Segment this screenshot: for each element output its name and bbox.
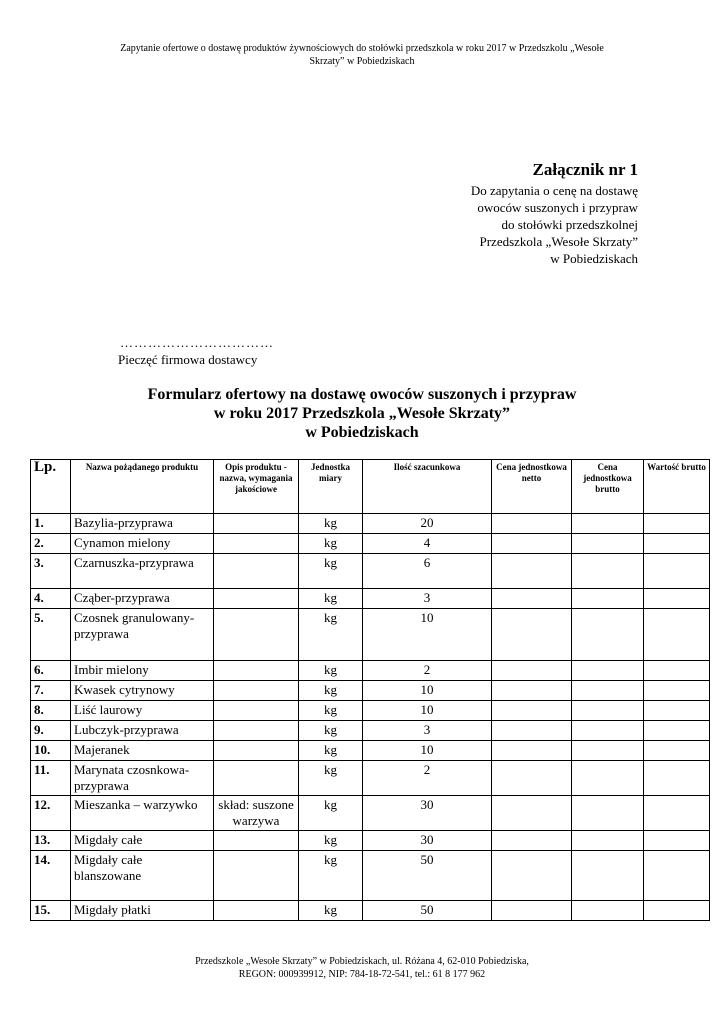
- row-gross-value[interactable]: [644, 851, 710, 901]
- table-row: [31, 761, 710, 796]
- row-gross-price[interactable]: [572, 701, 644, 721]
- document-header: [60, 42, 664, 68]
- row-net-price[interactable]: [492, 514, 572, 534]
- row-quantity: 10: [363, 701, 492, 721]
- row-gross-value[interactable]: [644, 609, 710, 661]
- row-lp: 8.: [31, 701, 71, 721]
- header-lp: Lp.: [31, 460, 71, 514]
- row-product-name: Bazylia-przyprawa: [71, 514, 214, 534]
- row-quantity: 3: [363, 721, 492, 741]
- row-gross-price[interactable]: [572, 851, 644, 901]
- row-product-name: Czarnuszka-przyprawa: [71, 554, 214, 589]
- row-product-name: Cząber-przyprawa: [71, 589, 214, 609]
- row-unit: kg: [299, 761, 363, 796]
- row-quantity: 2: [363, 761, 492, 796]
- row-unit: kg: [299, 554, 363, 589]
- row-gross-value[interactable]: [644, 554, 710, 589]
- row-gross-price[interactable]: [572, 514, 644, 534]
- row-net-price[interactable]: [492, 741, 572, 761]
- annex-line: do stołówki przedszkolnej: [501, 217, 638, 232]
- row-gross-price[interactable]: [572, 741, 644, 761]
- form-title-line-3: w Pobiedziskach: [305, 424, 419, 441]
- row-unit: kg: [299, 609, 363, 661]
- stamp-label: Pieczęć firmowa dostawcy: [118, 352, 258, 367]
- annex-title: Załącznik nr 1: [532, 160, 638, 179]
- company-stamp-area: [118, 334, 274, 368]
- table-row: [31, 831, 710, 851]
- row-product-name: Cynamon mielony: [71, 534, 214, 554]
- row-quantity: 4: [363, 534, 492, 554]
- row-gross-value[interactable]: [644, 701, 710, 721]
- table-header-row: [31, 460, 710, 514]
- row-description[interactable]: [214, 721, 299, 741]
- table-row: [31, 721, 710, 741]
- row-lp: 15.: [31, 901, 71, 921]
- annex-line: Do zapytania o cenę na dostawę: [470, 183, 638, 198]
- row-product-name: Majeranek: [71, 741, 214, 761]
- row-net-price[interactable]: [492, 554, 572, 589]
- row-net-price[interactable]: [492, 534, 572, 554]
- annex-line: Przedszkola „Wesołe Skrzaty”: [479, 234, 638, 249]
- row-lp: 14.: [31, 851, 71, 901]
- row-gross-price[interactable]: [572, 901, 644, 921]
- row-quantity: 6: [363, 554, 492, 589]
- table-row: [31, 589, 710, 609]
- footer-line-1: Przedszkole „Wesołe Skrzaty” w Pobiedziskach, ul. Różana 4, 62-010 Pobiedziska,: [195, 956, 529, 967]
- row-product-name: Migdały całe blanszowane: [71, 851, 214, 901]
- row-quantity: 3: [363, 589, 492, 609]
- stamp-dots: ……………………………: [120, 335, 274, 350]
- row-description[interactable]: [214, 534, 299, 554]
- row-product-name: Imbir mielony: [71, 661, 214, 681]
- row-unit: kg: [299, 741, 363, 761]
- row-lp: 1.: [31, 514, 71, 534]
- table-row: [31, 681, 710, 701]
- table-row: [31, 796, 710, 831]
- row-net-price[interactable]: [492, 851, 572, 901]
- header-gross-price: Cena jednostkowa brutto: [572, 460, 644, 514]
- row-gross-value[interactable]: [644, 761, 710, 796]
- row-unit: kg: [299, 901, 363, 921]
- row-lp: 11.: [31, 761, 71, 796]
- header-product-description: Opis produktu - nazwa, wymagania jakościowe: [214, 460, 299, 514]
- row-lp: 7.: [31, 681, 71, 701]
- footer-line-2: REGON: 000939912, NIP: 784-18-72-541, tel.: 61 8 177 962: [238, 969, 486, 980]
- header-gross-value: Wartość brutto: [644, 460, 710, 514]
- header-product-name: Nazwa pożądanego produktu: [71, 460, 214, 514]
- form-title-line-1: Formularz ofertowy na dostawę owoców suszonych i przypraw: [147, 386, 577, 403]
- row-description[interactable]: [214, 514, 299, 534]
- row-lp: 9.: [31, 721, 71, 741]
- row-product-name: Czosnek granulowany-przyprawa: [71, 609, 214, 661]
- row-product-name: Liść laurowy: [71, 701, 214, 721]
- row-net-price[interactable]: [492, 589, 572, 609]
- table-row: [31, 851, 710, 901]
- header-quantity: Ilość szacunkowa: [363, 460, 492, 514]
- row-net-price[interactable]: [492, 721, 572, 741]
- row-unit: kg: [299, 851, 363, 901]
- row-net-price[interactable]: [492, 609, 572, 661]
- row-unit: kg: [299, 796, 363, 831]
- table-row: [31, 901, 710, 921]
- row-description[interactable]: [214, 661, 299, 681]
- table-row: [31, 534, 710, 554]
- row-net-price[interactable]: [492, 681, 572, 701]
- row-product-name: Migdały całe: [71, 831, 214, 851]
- table-row: [31, 609, 710, 661]
- row-net-price[interactable]: [492, 661, 572, 681]
- row-description[interactable]: [214, 609, 299, 661]
- row-product-name: Kwasek cytrynowy: [71, 681, 214, 701]
- table-row: [31, 741, 710, 761]
- row-net-price[interactable]: [492, 901, 572, 921]
- row-gross-value[interactable]: [644, 661, 710, 681]
- row-description[interactable]: [214, 701, 299, 721]
- row-gross-value[interactable]: [644, 534, 710, 554]
- row-lp: 10.: [31, 741, 71, 761]
- document-footer: [0, 955, 724, 981]
- row-gross-price[interactable]: [572, 681, 644, 701]
- row-description[interactable]: [214, 554, 299, 589]
- row-unit: kg: [299, 661, 363, 681]
- row-description[interactable]: [214, 851, 299, 901]
- annex-line: w Pobiedziskach: [550, 251, 638, 266]
- offer-table: [30, 459, 710, 921]
- row-gross-price[interactable]: [572, 796, 644, 831]
- table-row: [31, 701, 710, 721]
- row-lp: 5.: [31, 609, 71, 661]
- form-title-line-2: w roku 2017 Przedszkola „Wesołe Skrzaty”: [213, 405, 511, 422]
- row-gross-price[interactable]: [572, 831, 644, 851]
- row-description[interactable]: skład: suszone warzywa: [214, 796, 299, 831]
- annex-line: owoców suszonych i przypraw: [477, 200, 638, 215]
- table-row: [31, 514, 710, 534]
- annex-block: [471, 160, 638, 267]
- table-row: [31, 661, 710, 681]
- row-unit: kg: [299, 534, 363, 554]
- row-product-name: Lubczyk-przyprawa: [71, 721, 214, 741]
- row-gross-value[interactable]: [644, 901, 710, 921]
- row-gross-price[interactable]: [572, 534, 644, 554]
- row-quantity: 10: [363, 741, 492, 761]
- header-line-2: Skrzaty” w Pobiedziskach: [309, 56, 415, 67]
- row-unit: kg: [299, 681, 363, 701]
- row-quantity: 30: [363, 796, 492, 831]
- row-description[interactable]: [214, 741, 299, 761]
- row-gross-price[interactable]: [572, 721, 644, 741]
- row-gross-price[interactable]: [572, 589, 644, 609]
- row-quantity: 50: [363, 851, 492, 901]
- row-gross-price[interactable]: [572, 661, 644, 681]
- row-description[interactable]: [214, 831, 299, 851]
- row-unit: kg: [299, 701, 363, 721]
- row-net-price[interactable]: [492, 796, 572, 831]
- row-gross-value[interactable]: [644, 831, 710, 851]
- row-unit: kg: [299, 514, 363, 534]
- row-description[interactable]: [214, 761, 299, 796]
- row-lp: 6.: [31, 661, 71, 681]
- row-description[interactable]: [214, 901, 299, 921]
- row-quantity: 50: [363, 901, 492, 921]
- row-product-name: Migdały płatki: [71, 901, 214, 921]
- row-gross-value[interactable]: [644, 589, 710, 609]
- row-product-name: Marynata czosnkowa-przyprawa: [71, 761, 214, 796]
- row-quantity: 20: [363, 514, 492, 534]
- row-lp: 4.: [31, 589, 71, 609]
- row-gross-value[interactable]: [644, 514, 710, 534]
- row-description[interactable]: [214, 589, 299, 609]
- row-gross-value[interactable]: [644, 681, 710, 701]
- row-gross-price[interactable]: [572, 761, 644, 796]
- row-description[interactable]: [214, 681, 299, 701]
- header-line-1: Zapytanie ofertowe o dostawę produktów żywnościowych do stołówki przedszkola w roku 2017 w Przedszkolu „Wesołe: [120, 43, 604, 54]
- row-gross-price[interactable]: [572, 609, 644, 661]
- row-net-price[interactable]: [492, 701, 572, 721]
- row-net-price[interactable]: [492, 831, 572, 851]
- row-gross-value[interactable]: [644, 721, 710, 741]
- form-title: [0, 385, 724, 442]
- row-quantity: 30: [363, 831, 492, 851]
- row-quantity: 10: [363, 609, 492, 661]
- row-gross-value[interactable]: [644, 741, 710, 761]
- header-net-price: Cena jednostkowa netto: [492, 460, 572, 514]
- row-quantity: 2: [363, 661, 492, 681]
- row-gross-value[interactable]: [644, 796, 710, 831]
- header-unit: Jednostka miary: [299, 460, 363, 514]
- row-lp: 3.: [31, 554, 71, 589]
- row-lp: 13.: [31, 831, 71, 851]
- table-row: [31, 554, 710, 589]
- row-net-price[interactable]: [492, 761, 572, 796]
- row-lp: 2.: [31, 534, 71, 554]
- row-unit: kg: [299, 721, 363, 741]
- row-product-name: Mieszanka – warzywko: [71, 796, 214, 831]
- row-gross-price[interactable]: [572, 554, 644, 589]
- row-unit: kg: [299, 831, 363, 851]
- row-unit: kg: [299, 589, 363, 609]
- row-lp: 12.: [31, 796, 71, 831]
- row-quantity: 10: [363, 681, 492, 701]
